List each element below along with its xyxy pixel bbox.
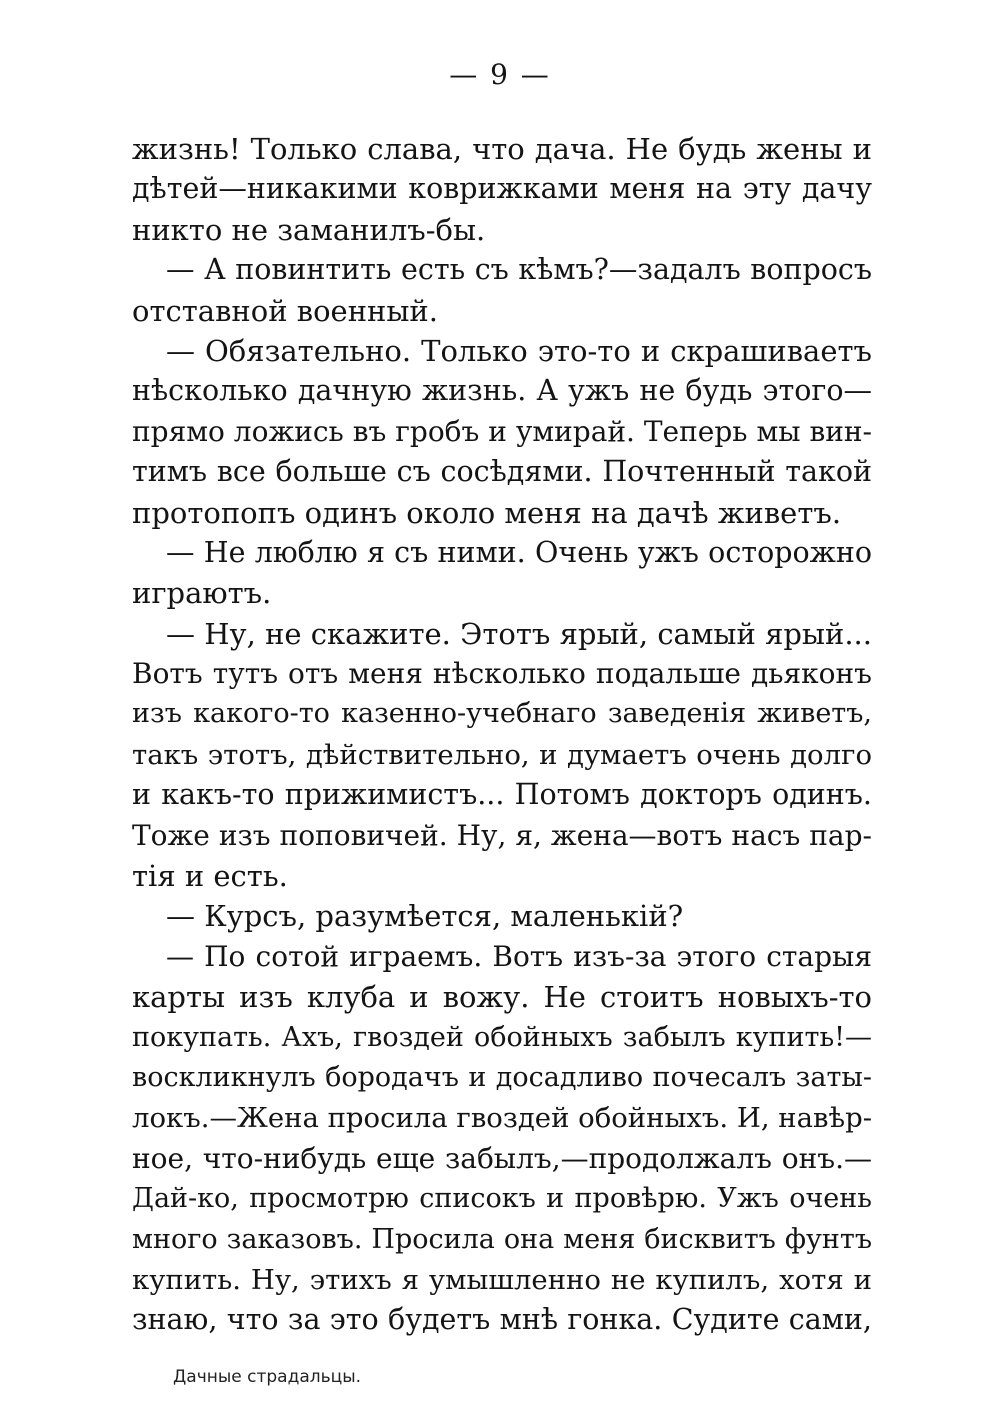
page-number: — 9 —: [449, 58, 551, 91]
text-line: — А повинтить есть съ кѣмъ?—задалъ вопросъ: [166, 253, 872, 287]
body-text: [132, 129, 872, 1341]
text-line: локъ.—Жена просила гвоздей обойныхъ. И, навѣр-: [132, 1102, 872, 1135]
text-line: изъ какого-то казенно-учебнаго заведенія живетъ,: [132, 698, 872, 730]
text-line: никто не заманилъ-бы.: [132, 212, 486, 247]
text-line: Дай-ко, просмотрю списокъ и провѣрю. Ужъ очень: [132, 1183, 872, 1215]
text-line: — По сотой играемъ. Вотъ изъ-за этого старыя: [166, 939, 872, 973]
text-line: много заказовъ. Просила она меня бисквитъ фунтъ: [132, 1223, 872, 1255]
text-line: Тоже изъ поповичей. Ну, я, жена—вотъ насъ пар-: [132, 818, 872, 852]
text-line: — Не люблю я съ ними. Очень ужъ осторожно: [166, 535, 872, 569]
text-line: дѣтей—никакими коврижками меня на эту дачу: [132, 172, 872, 206]
text-line: Вотъ тутъ отъ меня нѣсколько подальше дьяконъ: [132, 657, 872, 691]
text-line: купить. Ну, этихъ я умышленно не купилъ, хотя и: [132, 1263, 872, 1296]
text-line: жизнь! Только слава, что дача. Не будь жены и: [132, 132, 872, 166]
text-line: тимъ все больше съ сосѣдями. Почтенный такой: [132, 455, 872, 489]
text-line: ное, что-нибудь еще забылъ,—продолжалъ онъ.—: [132, 1141, 872, 1175]
text-line: — Обязательно. Только это-то и скрашиваетъ: [166, 333, 872, 368]
text-line: отставной военный.: [132, 293, 438, 328]
text-line: такъ этотъ, дѣйствительно, и думаетъ очень долго: [132, 738, 872, 771]
text-line: покупать. Ахъ, гвоздей обойныхъ забылъ купить!—: [132, 1021, 872, 1053]
text-line: играютъ.: [132, 576, 272, 611]
text-line: — Курсъ, разумѣется, маленькій?: [166, 899, 684, 934]
text-line: воскликнулъ бородачъ и досадливо почесалъ заты-: [132, 1061, 872, 1093]
text-line: протопопъ одинъ около меня на дачѣ живетъ.: [132, 495, 842, 530]
text-line: — Ну, не скажите. Этотъ ярый, самый ярый...: [166, 616, 872, 651]
text-line: знаю, что за это будетъ мнѣ гонка. Судите сами,: [132, 1303, 872, 1337]
text-line: прямо ложись въ гробъ и умирай. Теперь мы вин-: [132, 414, 872, 448]
printer-signature: Дачные страдальцы.: [173, 1367, 362, 1387]
text-line: карты изъ клуба и вожу. Не стоитъ новыхъ-то: [132, 980, 872, 1015]
text-line: и какъ-то прижимистъ... Потомъ докторъ одинъ.: [132, 778, 872, 812]
text-line: тія и есть.: [132, 859, 288, 894]
text-line: нѣсколько дачную жизнь. А ужъ не будь этого—: [132, 374, 872, 408]
